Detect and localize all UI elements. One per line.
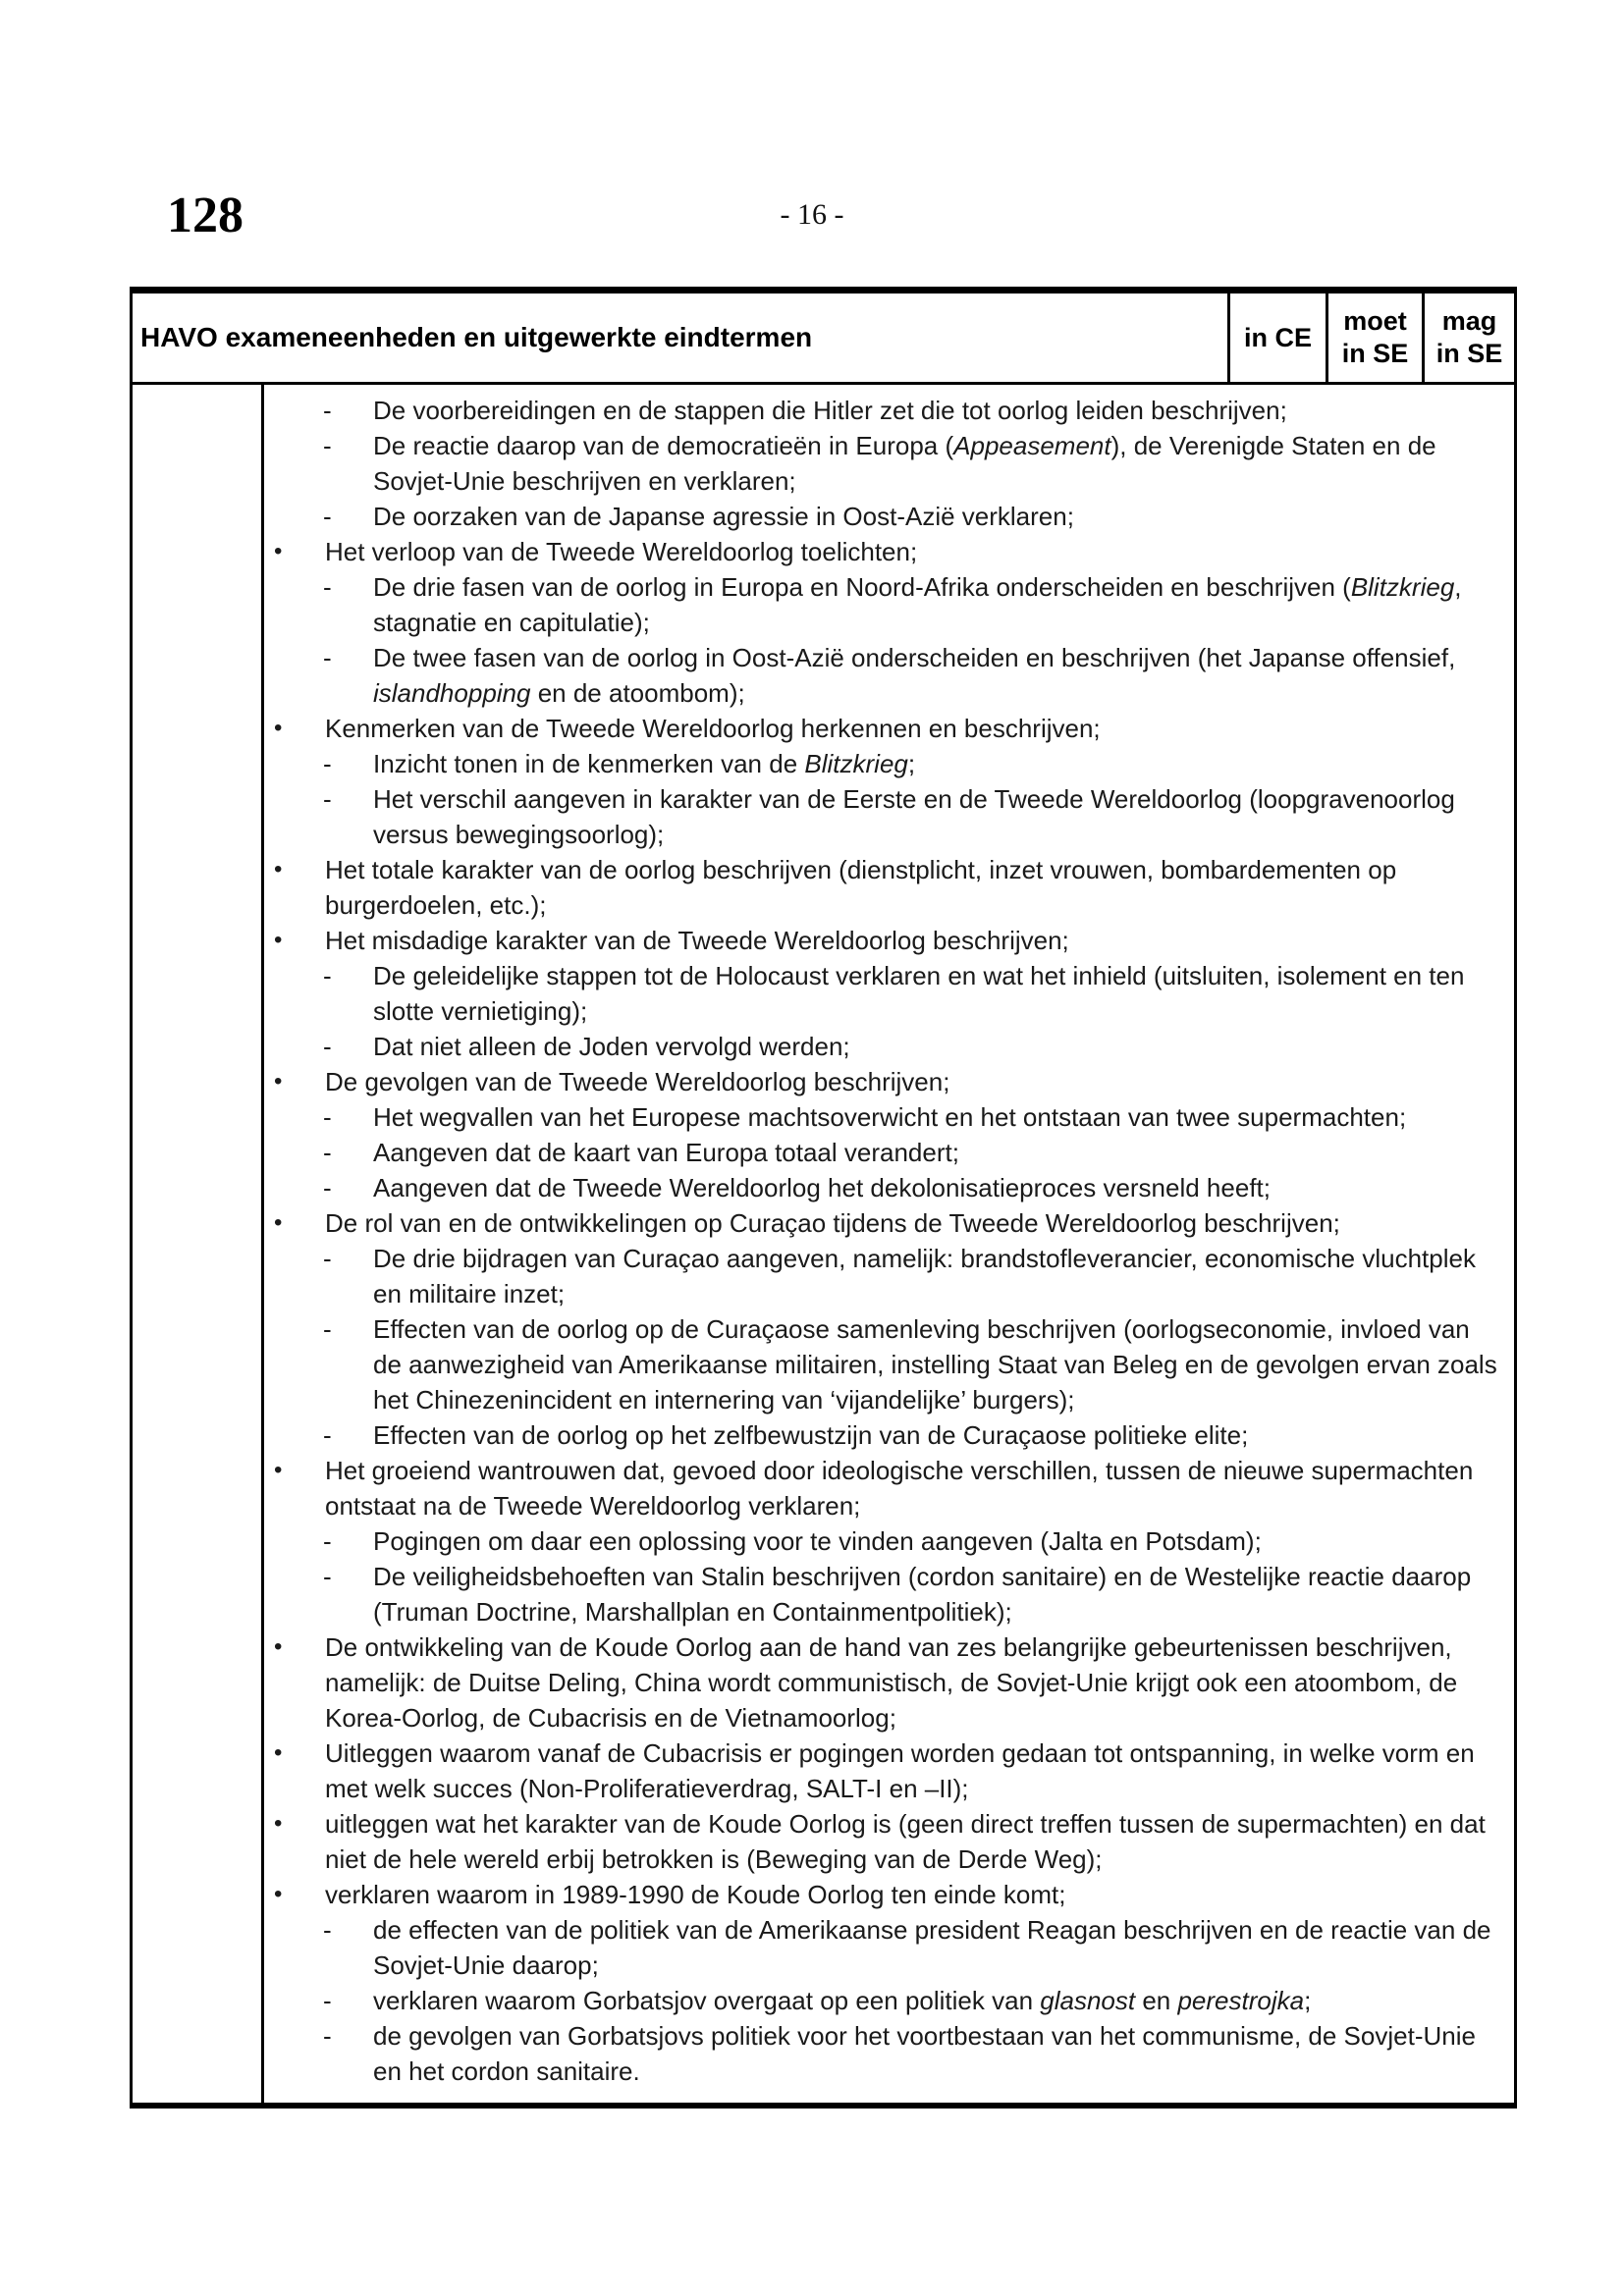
bullet-icon: • <box>274 1739 283 1766</box>
sub-list-item <box>264 746 1500 781</box>
item-text: De geleidelijke stappen tot de Holocaust verklaren en wat het inhield (uitsluiten, isolement en ten slotte vernietiging); <box>373 961 1465 1026</box>
item-text: Het totale karakter van de oorlog beschrijven (dienstplicht, inzet vrouwen, bombardementen op burgerdoelen, etc.); <box>325 855 1397 920</box>
list-item <box>264 1453 1500 1523</box>
item-text: Effecten van de oorlog op het zelfbewustzijn van de Curaçaose politieke elite; <box>373 1420 1249 1450</box>
item-text: de effecten van de politiek van de Amerikaanse president Reagan beschrijven en de reactie van de Sovjet-Unie daarop; <box>373 1915 1491 1980</box>
list-item <box>264 852 1500 923</box>
dash-icon: - <box>323 961 332 990</box>
item-text: de gevolgen van Gorbatsjovs politiek voor het voortbestaan van het communisme, de Sovjet-Unie en het cordon sanitaire. <box>373 2021 1476 2086</box>
table-title: HAVO exameneenheden en uitgewerkte eindtermen <box>140 322 813 352</box>
item-text: De ontwikkeling van de Koude Oorlog aan de hand van zes belangrijke gebeurtenissen beschrijven, namelijk: de Duitse Deling, China wordt communistisch, de Sovjet-Unie krijgt ook een atoombom, de Korea-Oorlog, de Cubacrisis en de Vietnamoorlog; <box>325 1632 1458 1733</box>
eindtermen-table <box>130 287 1517 2109</box>
empty-left-cell <box>133 385 264 2103</box>
list-item <box>264 1629 1500 1735</box>
dash-icon: - <box>323 1244 332 1273</box>
bullet-icon: • <box>274 1209 283 1236</box>
list-item <box>264 711 1500 746</box>
item-text: De oorzaken van de Japanse agressie in Oost-Azië verklaren; <box>373 502 1074 531</box>
sub-list-item <box>264 1241 1500 1311</box>
item-text: Dat niet alleen de Joden vervolgd werden; <box>373 1032 850 1061</box>
dash-icon: - <box>323 1173 332 1202</box>
dash-icon: - <box>323 1138 332 1167</box>
item-text: Het wegvallen van het Europese machtsoverwicht en het ontstaan van twee supermachten; <box>373 1102 1407 1132</box>
dash-icon: - <box>323 1032 332 1061</box>
item-text: De twee fasen van de oorlog in Oost-Azië onderscheiden en beschrijven (het Japanse offensief, islandhopping en de atoombom); <box>373 643 1456 708</box>
page-center-marker: - 16 - <box>780 198 844 231</box>
bullet-icon: • <box>274 715 283 741</box>
sub-list-item <box>264 499 1500 534</box>
item-text: verklaren waarom Gorbatsjov overgaat op een politiek van glasnost en perestrojka; <box>373 1986 1312 2015</box>
eindtermen-list <box>264 385 1514 2103</box>
item-text: Pogingen om daar een oplossing voor te vinden aangeven (Jalta en Potsdam); <box>373 1526 1262 1556</box>
item-text: Het verloop van de Tweede Wereldoorlog toelichten; <box>325 537 918 566</box>
list-item <box>264 923 1500 958</box>
item-text: De voorbereidingen en de stappen die Hitler zet die tot oorlog leiden beschrijven; <box>373 396 1287 425</box>
dash-icon: - <box>323 431 332 460</box>
dash-icon: - <box>323 1102 332 1132</box>
item-text: Het groeiend wantrouwen dat, gevoed door ideologische verschillen, tussen de nieuwe supermachten ontstaat na de Tweede Wereldoorlog verklaren; <box>325 1456 1474 1521</box>
sub-list-item <box>264 393 1500 428</box>
dash-icon: - <box>323 572 332 602</box>
sub-list-item <box>264 1417 1500 1453</box>
bullet-icon: • <box>274 1810 283 1837</box>
page-number: 128 <box>167 187 244 243</box>
sub-list-item <box>264 569 1500 640</box>
bullet-icon: • <box>274 927 283 953</box>
item-text: verklaren waarom in 1989-1990 de Koude Oorlog ten einde komt; <box>325 1880 1066 1909</box>
item-text: Aangeven dat de Tweede Wereldoorlog het dekolonisatieproces versneld heeft; <box>373 1173 1271 1202</box>
sub-list-item <box>264 1135 1500 1170</box>
column-header-mag-in-se: mag in SE <box>1422 294 1514 382</box>
item-text: De drie fasen van de oorlog in Europa en Noord-Afrika onderscheiden en beschrijven (Blitzkrieg, stagnatie en capitulatie); <box>373 572 1462 637</box>
sub-list-item <box>264 958 1500 1029</box>
item-text: De reactie daarop van de democratieën in Europa (Appeasement), de Verenigde Staten en de Sovjet-Unie beschrijven en verklaren; <box>373 431 1436 496</box>
item-text: Aangeven dat de kaart van Europa totaal verandert; <box>373 1138 959 1167</box>
sub-list-item <box>264 1983 1500 2018</box>
bullet-icon: • <box>274 856 283 882</box>
item-text: Effecten van de oorlog op de Curaçaose samenleving beschrijven (oorlogseconomie, invloed van de aanwezigheid van Amerikaanse militairen, instelling Staat van Beleg en de gevolgen ervan zoals het Chinezenincident en internering van ‘vijandelijke’ burgers); <box>373 1314 1497 1415</box>
dash-icon: - <box>323 1314 332 1344</box>
sub-list-item <box>264 1559 1500 1629</box>
dash-icon: - <box>323 1562 332 1591</box>
list-item <box>264 1877 1500 1912</box>
item-text: Het verschil aangeven in karakter van de Eerste en de Tweede Wereldoorlog (loopgravenoorlog versus bewegingsoorlog); <box>373 784 1455 849</box>
dash-icon: - <box>323 643 332 672</box>
bullet-icon: • <box>274 1881 283 1907</box>
table-body-row <box>133 385 1514 2103</box>
bullet-icon: • <box>274 1633 283 1660</box>
list-item <box>264 1806 1500 1877</box>
sub-list-item <box>264 1170 1500 1205</box>
sub-list-item <box>264 1311 1500 1417</box>
sub-list-item <box>264 2018 1500 2089</box>
item-text: Uitleggen waarom vanaf de Cubacrisis er pogingen worden gedaan tot ontspanning, in welke vorm en met welk succes (Non-Proliferatieverdrag, SALT-I en –II); <box>325 1738 1475 1803</box>
dash-icon: - <box>323 502 332 531</box>
sub-list-item <box>264 1099 1500 1135</box>
dash-icon: - <box>323 784 332 814</box>
dash-icon: - <box>323 1526 332 1556</box>
item-text: De gevolgen van de Tweede Wereldoorlog beschrijven; <box>325 1067 950 1096</box>
sub-list-item <box>264 1912 1500 1983</box>
sub-list-item <box>264 428 1500 499</box>
column-header-in-ce: in CE <box>1227 294 1326 382</box>
list-item <box>264 1735 1500 1806</box>
item-text: uitleggen wat het karakter van de Koude Oorlog is (geen direct treffen tussen de supermachten) en dat niet de hele wereld erbij betrokken is (Beweging van de Derde Weg); <box>325 1809 1486 1874</box>
dash-icon: - <box>323 396 332 425</box>
dash-icon: - <box>323 1986 332 2015</box>
list-item <box>264 1064 1500 1099</box>
bullet-icon: • <box>274 1457 283 1483</box>
bullet-icon: • <box>274 538 283 564</box>
item-text: Inzicht tonen in de kenmerken van de Blitzkrieg; <box>373 749 916 778</box>
dash-icon: - <box>323 749 332 778</box>
item-text: Kenmerken van de Tweede Wereldoorlog herkennen en beschrijven; <box>325 714 1101 743</box>
dash-icon: - <box>323 1420 332 1450</box>
dash-icon: - <box>323 2021 332 2051</box>
list-item <box>264 534 1500 569</box>
sub-list-item <box>264 1029 1500 1064</box>
bullet-icon: • <box>274 1068 283 1095</box>
item-text: De rol van en de ontwikkelingen op Curaçao tijdens de Tweede Wereldoorlog beschrijven; <box>325 1208 1340 1238</box>
item-text: De drie bijdragen van Curaçao aangeven, namelijk: brandstofleverancier, economische vluchtplek en militaire inzet; <box>373 1244 1476 1308</box>
table-header-row <box>133 294 1514 385</box>
sub-list-item <box>264 1523 1500 1559</box>
dash-icon: - <box>323 1915 332 1945</box>
column-header-moet-in-se: moet in SE <box>1326 294 1422 382</box>
sub-list-item <box>264 640 1500 711</box>
sub-list-item <box>264 781 1500 852</box>
item-text: De veiligheidsbehoeften van Stalin beschrijven (cordon sanitaire) en de Westelijke reactie daarop (Truman Doctrine, Marshallplan en Containmentpolitiek); <box>373 1562 1472 1627</box>
item-text: Het misdadige karakter van de Tweede Wereldoorlog beschrijven; <box>325 926 1069 955</box>
list-item <box>264 1205 1500 1241</box>
